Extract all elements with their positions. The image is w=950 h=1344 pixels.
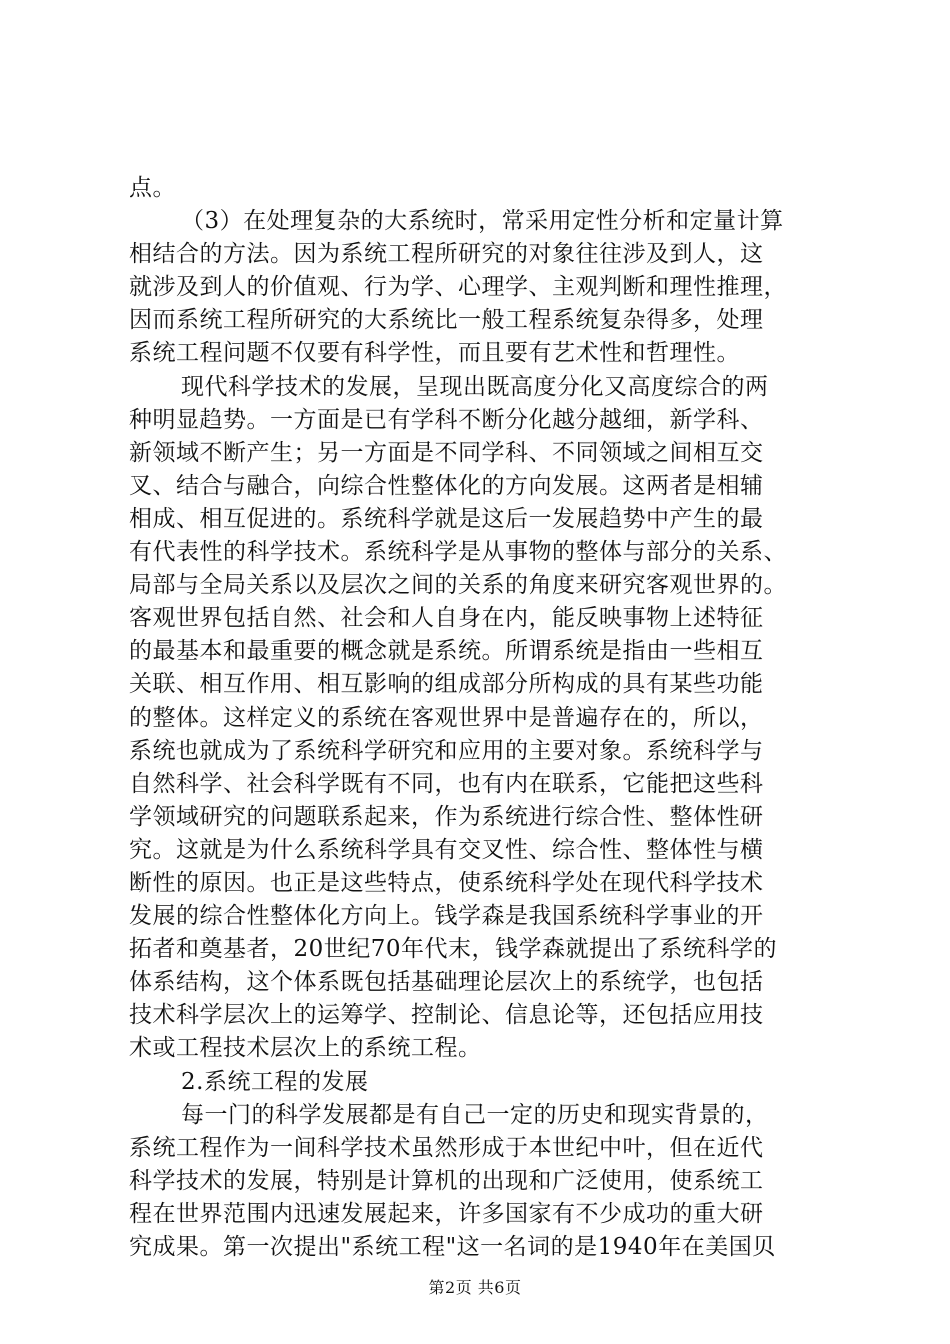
text-line: 系统工程问题不仅要有科学性，而且要有艺术性和哲理性。 (129, 340, 740, 367)
text-line: 拓者和奠基者，20世纪70年代末，钱学森就提出了系统科学的 (129, 936, 778, 963)
text-line: 关联、相互作用、相互影响的组成部分所构成的具有某些功能 (129, 671, 764, 698)
text-line: 点。 (129, 175, 176, 201)
page-number-footer: 第2页 共6页 (428, 1278, 522, 1297)
text-line: 相结合的方法。因为系统工程所研究的对象往往涉及到人，这 (129, 241, 764, 268)
text-line: 的最基本和最重要的概念就是系统。所谓系统是指由一些相互 (129, 638, 764, 665)
text-line: 发展的综合性整体化方向上。钱学森是我国系统科学事业的开 (129, 903, 764, 930)
body-text (129, 172, 829, 1264)
text-line: 断性的原因。也正是这些特点，使系统科学处在现代科学技术 (129, 869, 764, 896)
text-line: 客观世界包括自然、社会和人自身在内，能反映事物上述特征 (129, 605, 764, 632)
text-line: 技术科学层次上的运筹学、控制论、信息论等，还包括应用技 (129, 1002, 764, 1029)
text-line: 因而系统工程所研究的大系统比一般工程系统复杂得多，处理 (129, 307, 764, 334)
text-line: 有代表性的科学技术。系统科学是从事物的整体与部分的关系、 (129, 539, 787, 566)
text-line: 叉、结合与融合，向综合性整体化的方向发展。这两者是相辅 (129, 472, 764, 499)
text-line: （3）在处理复杂的大系统时，常采用定性分析和定量计算 (181, 208, 784, 235)
text-line: 学领域研究的问题联系起来，作为系统进行综合性、整体性研 (129, 803, 764, 830)
text-line: 系统也就成为了系统科学研究和应用的主要对象。系统科学与 (129, 737, 764, 764)
text-line: 系统工程作为一间科学技术虽然形成于本世纪中叶，但在近代 (129, 1134, 764, 1161)
text-line: 相成、相互促进的。系统科学就是这后一发展趋势中产生的最 (129, 505, 764, 532)
section-heading: 2.系统工程的发展 (181, 1068, 369, 1095)
text-line: 究成果。第一次提出"系统工程"这一名词的是1940年在美国贝 (129, 1234, 776, 1260)
text-line: 就涉及到人的价值观、行为学、心理学、主观判断和理性推理， (129, 274, 787, 301)
text-line: 种明显趋势。一方面是已有学科不断分化越分越细，新学科、 (129, 406, 764, 433)
text-line: 究。这就是为什么系统科学具有交叉性、综合性、整体性与横 (129, 836, 764, 863)
text-line: 新领域不断产生；另一方面是不同学科、不同领域之间相互交 (129, 439, 764, 466)
text-line: 体系结构，这个体系既包括基础理论层次上的系统学，也包括 (129, 969, 764, 996)
text-line: 每一门的科学发展都是有自己一定的历史和现实背景的， (181, 1101, 769, 1128)
text-line: 局部与全局关系以及层次之间的关系的角度来研究客观世界的。 (129, 572, 787, 599)
text-line: 术或工程技术层次上的系统工程。 (129, 1035, 482, 1062)
text-line: 自然科学、社会科学既有不同，也有内在联系，它能把这些科 (129, 770, 764, 797)
text-line: 现代科学技术的发展，呈现出既高度分化又高度综合的两 (181, 373, 769, 400)
text-line: 程在世界范围内迅速发展起来，许多国家有不少成功的重大研 (129, 1200, 764, 1227)
text-line: 的整体。这样定义的系统在客观世界中是普遍存在的，所以， (129, 704, 764, 731)
text-line: 科学技术的发展，特别是计算机的出现和广泛使用，使系统工 (129, 1167, 764, 1194)
